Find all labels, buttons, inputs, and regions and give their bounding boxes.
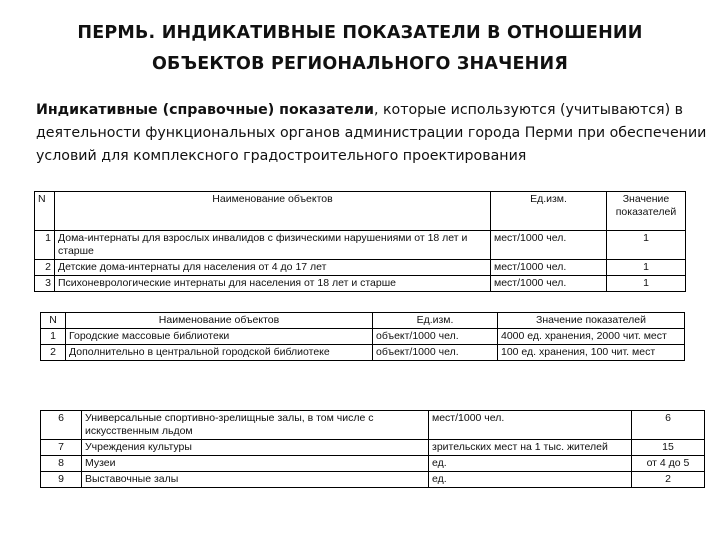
table-2 xyxy=(40,312,685,361)
t3-row3-unit: ед. xyxy=(429,456,632,472)
t3-row1-unit: мест/1000 чел. xyxy=(429,411,632,440)
t1-row2-name: Детские дома-интернаты для населения от 4 до 17 лет xyxy=(55,260,491,276)
title-line-1: ПЕРМЬ. ИНДИКАТИВНЫЕ ПОКАЗАТЕЛИ В ОТНОШЕНИИ xyxy=(77,23,643,43)
t3-row1-n: 6 xyxy=(41,411,82,440)
t1-row2-n: 2 xyxy=(35,260,55,276)
t2-row1-value: 4000 ед. хранения, 2000 чит. мест xyxy=(498,329,685,345)
t1-header-n: N xyxy=(35,192,55,231)
table-row xyxy=(41,345,685,361)
t2-row1-name: Городские массовые библиотеки xyxy=(66,329,373,345)
table-row xyxy=(35,276,686,292)
t3-row4-name: Выставочные залы xyxy=(82,472,429,488)
t1-row1-name: Дома-интернаты для взрослых инвалидов с физическими нарушениями от 18 лет и старше xyxy=(55,231,491,260)
t2-header-value: Значение показателей xyxy=(498,313,685,329)
t3-row4-n: 9 xyxy=(41,472,82,488)
t2-row2-n: 2 xyxy=(41,345,66,361)
table-2-header xyxy=(41,313,685,329)
t3-row3-name: Музеи xyxy=(82,456,429,472)
t3-row3-n: 8 xyxy=(41,456,82,472)
t3-row4-value: 2 xyxy=(632,472,705,488)
t1-row2-value: 1 xyxy=(607,260,686,276)
intro-rest: , которые используются (учитываются) в деятельности функциональных органов администрации города Перми при обеспечении условий для комплексного градостроительного проектирования xyxy=(36,102,707,164)
table-row xyxy=(41,456,705,472)
t1-header-name: Наименование объектов xyxy=(55,192,491,231)
t3-row2-value: 15 xyxy=(632,440,705,456)
t3-row2-name: Учреждения культуры xyxy=(82,440,429,456)
table-row xyxy=(35,260,686,276)
t3-row2-n: 7 xyxy=(41,440,82,456)
t3-row3-value: от 4 до 5 xyxy=(632,456,705,472)
t1-row1-unit: мест/1000 чел. xyxy=(491,231,607,260)
t2-header-unit: Ед.изм. xyxy=(373,313,498,329)
t3-row1-name: Универсальные спортивно-зрелищные залы, в том числе с искусственным льдом xyxy=(82,411,429,440)
t1-header-unit: Ед.изм. xyxy=(491,192,607,231)
table-row xyxy=(35,231,686,260)
table-row xyxy=(41,472,705,488)
t2-row2-unit: объект/1000 чел. xyxy=(373,345,498,361)
intro-bold: Индикативные (справочные) показатели xyxy=(36,102,374,118)
t2-row1-n: 1 xyxy=(41,329,66,345)
table-row xyxy=(41,329,685,345)
t3-row1-value: 6 xyxy=(632,411,705,440)
t2-header-name: Наименование объектов xyxy=(66,313,373,329)
t2-header-n: N xyxy=(41,313,66,329)
t3-row2-unit: зрительских мест на 1 тыс. жителей xyxy=(429,440,632,456)
t1-row2-unit: мест/1000 чел. xyxy=(491,260,607,276)
table-row xyxy=(41,411,705,440)
t1-row1-value: 1 xyxy=(607,231,686,260)
t1-header-value: Значение показателей xyxy=(607,192,686,231)
t3-row4-unit: ед. xyxy=(429,472,632,488)
t1-row3-unit: мест/1000 чел. xyxy=(491,276,607,292)
intro-paragraph xyxy=(36,99,716,168)
table-1 xyxy=(34,191,686,292)
t2-row2-name: Дополнительно в центральной городской библиотеке xyxy=(66,345,373,361)
t1-row3-n: 3 xyxy=(35,276,55,292)
t2-row1-unit: объект/1000 чел. xyxy=(373,329,498,345)
table-row xyxy=(41,440,705,456)
t1-row3-value: 1 xyxy=(607,276,686,292)
table-3 xyxy=(40,410,705,488)
table-1-header xyxy=(35,192,686,231)
t2-row2-value: 100 ед. хранения, 100 чит. мест xyxy=(498,345,685,361)
t1-row3-name: Психоневрологические интернаты для населения от 18 лет и старше xyxy=(55,276,491,292)
page-title xyxy=(0,18,720,80)
t1-row1-n: 1 xyxy=(35,231,55,260)
title-line-2: ОБЪЕКТОВ РЕГИОНАЛЬНОГО ЗНАЧЕНИЯ xyxy=(151,54,568,74)
